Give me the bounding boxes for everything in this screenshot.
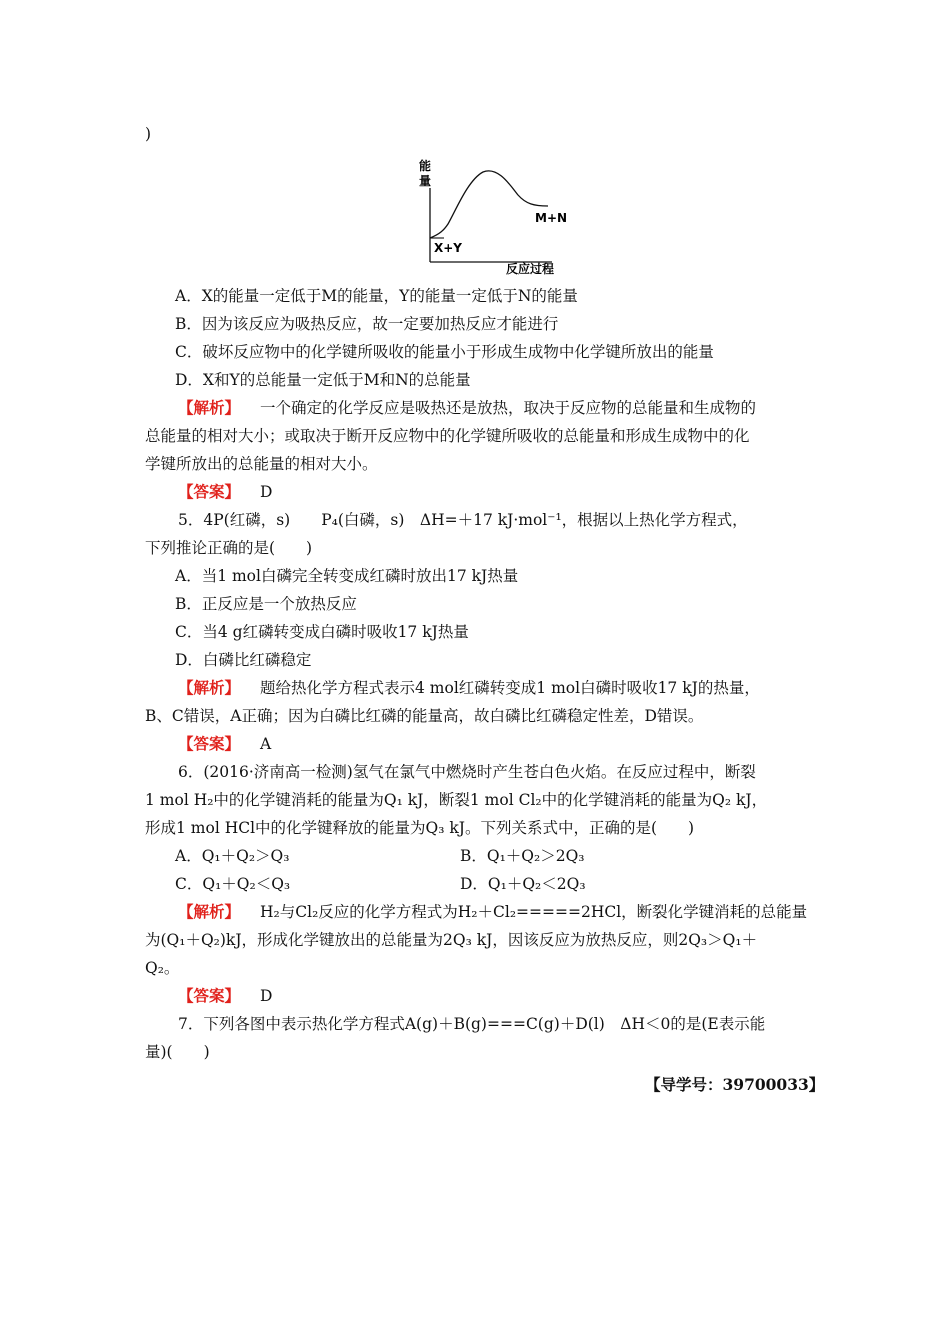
text: D．X和Y的总能量一定低于M和N的总能量 [175,371,471,389]
text: H₂与Cl₂反应的化学方程式为H₂＋Cl₂=====2HCl，断裂化学键消耗的总能量 [260,903,808,921]
answer-5 [178,734,271,754]
answer-tag: 【答案】 [178,734,241,753]
analysis-6-line-3 [145,958,179,978]
x-axis-label: 反应过程 [506,262,555,275]
option-a [175,566,518,586]
text: A [260,735,272,753]
text: D [260,987,273,1005]
y-axis-label-1: 能 [419,159,432,173]
text: 总能量的相对大小；或取决于断开反应物中的化学键所吸收的总能量和形成生成物中的化 [145,427,750,445]
y-axis-label-2: 量 [419,174,432,188]
question-4-tail [145,124,151,144]
option-c [175,874,290,894]
product-label: M+N [535,211,568,225]
analysis-6-line-2 [145,930,757,950]
text: 5．4P(红磷，s) P₄(白磷，s) ΔH=＋17 kJ·mol⁻¹，根据以上热化学方程式， [178,511,748,529]
analysis-tag: 【解析】 [178,902,241,921]
option-c [175,622,469,642]
text: A．Q₁＋Q₂＞Q₃ [175,847,290,865]
text: A．X的能量一定低于M的能量，Y的能量一定低于N的能量 [175,287,578,305]
text: 一个确定的化学反应是吸热还是放热，取决于反应物的总能量和生成物的 [260,399,757,417]
option-b [460,846,585,866]
question-7-line-2 [145,1042,210,1062]
text: C．破坏反应物中的化学键所吸收的能量小于形成生成物中化学键所放出的能量 [175,343,714,361]
question-6-line-3 [145,818,694,838]
text: Q₂。 [145,959,180,977]
text: B．正反应是一个放热反应 [175,595,357,613]
text: B．Q₁＋Q₂＞2Q₃ [460,847,585,865]
reactant-label: X+Y [434,241,462,255]
question-5 [178,510,748,530]
answer-4 [178,482,272,502]
text: 下列推论正确的是( ) [145,539,313,557]
analysis-tag: 【解析】 [178,678,241,697]
option-c [175,342,714,362]
analysis-4 [178,398,756,418]
text: D．Q₁＋Q₂＜2Q₃ [460,875,586,893]
text: 形成1 mol HCl中的化学键释放的能量为Q₃ kJ。下列关系式中，正确的是( ) [145,819,695,837]
text: D [260,483,273,501]
text: 题给热化学方程式表示4 mol红磷转变成1 mol白磷时吸收17 kJ的热量， [260,679,760,697]
option-a [175,846,289,866]
analysis-4-line-3 [145,454,378,474]
analysis-5-line-2 [145,706,703,726]
text: B、C错误，A正确；因为白磷比红磷的能量高，故白磷比红磷稳定性差，D错误。 [145,707,704,725]
energy-curve [430,171,548,238]
answer-tag: 【答案】 [178,482,241,501]
text: B．因为该反应为吸热反应，故一定要加热反应才能进行 [175,315,559,333]
question-7 [178,1014,765,1034]
text: 量)( ) [145,1043,210,1061]
energy-diagram [410,150,570,275]
analysis-6 [178,902,807,922]
text: 7．下列各图中表示热化学方程式A(g)＋B(g)===C(g)＋D(l) ΔH＜0的是(E表示能 [178,1015,766,1033]
text: A．当1 mol白磷完全转变成红磷时放出17 kJ热量 [175,567,519,585]
answer-tag: 【答案】 [178,986,241,1005]
text: 【导学号：39700033】 [645,1075,825,1094]
question-6 [178,762,756,782]
text: 为(Q₁＋Q₂)kJ，形成化学键放出的总能量为2Q₃ kJ，因该反应为放热反应，则2Q₃＞Q₁＋ [145,931,758,949]
answer-6 [178,986,272,1006]
text: 1 mol H₂中的化学键消耗的能量为Q₁ kJ，断裂1 mol Cl₂中的化学键消耗的能量为Q₂ kJ， [145,791,768,809]
text: 学键所放出的总能量的相对大小。 [145,455,378,473]
guide-number [645,1075,824,1095]
option-d [175,370,471,390]
text: C．当4 g红磷转变成白磷时吸收17 kJ热量 [175,623,469,641]
text: D．白磷比红磷稳定 [175,651,312,669]
option-d [460,874,586,894]
question-6-line-2 [145,790,767,810]
option-b [175,594,357,614]
analysis-5 [178,678,760,698]
text: ) [145,125,152,143]
text: 6．(2016·济南高一检测)氢气在氯气中燃烧时产生苍白色火焰。在反应过程中，断裂 [178,763,756,781]
question-5-line-2 [145,538,312,558]
option-b [175,314,558,334]
option-a [175,286,578,306]
analysis-4-line-2 [145,426,750,446]
option-d [175,650,311,670]
analysis-tag: 【解析】 [178,398,241,417]
text: C．Q₁＋Q₂＜Q₃ [175,875,291,893]
